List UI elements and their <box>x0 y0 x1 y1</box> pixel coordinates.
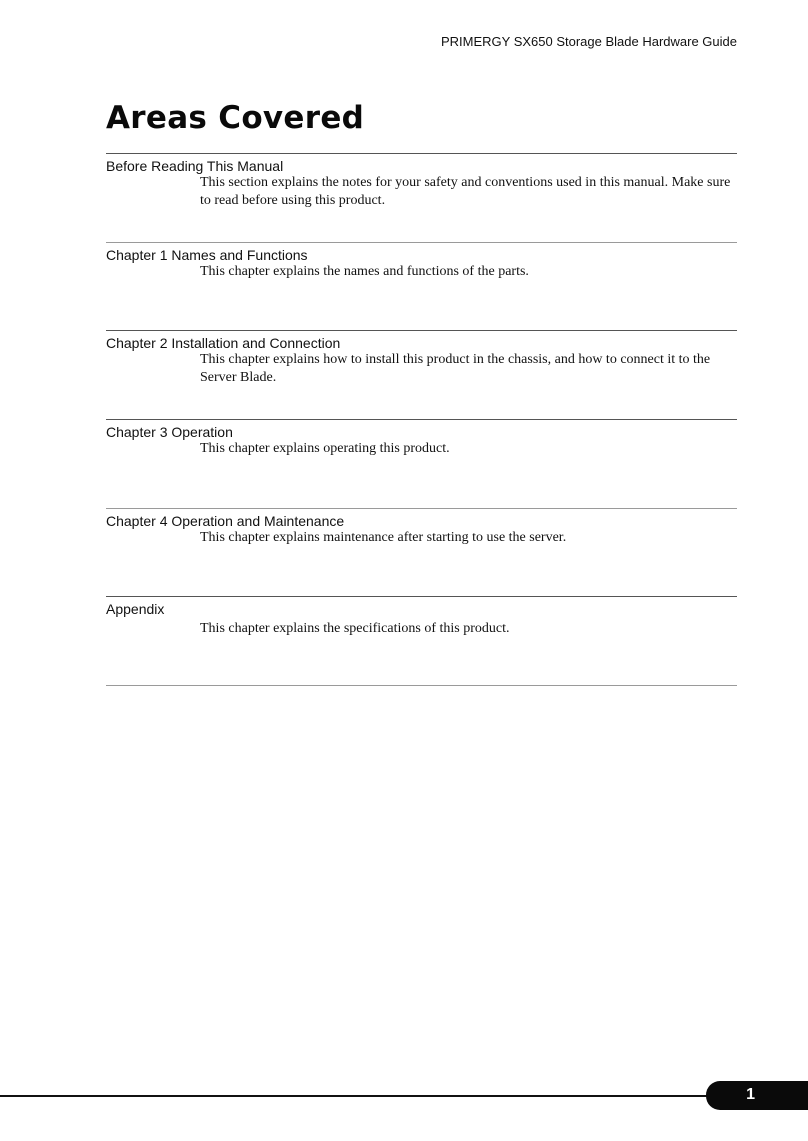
section-chapter-4 <box>106 508 737 547</box>
section-divider <box>106 419 737 420</box>
section-description: This chapter explains the names and functions of the parts. <box>200 264 529 279</box>
section-heading: Chapter 4 Operation and Maintenance <box>106 513 345 529</box>
section-chapter-3 <box>106 419 737 458</box>
section-divider <box>106 596 737 597</box>
section-chapter-1 <box>106 242 737 281</box>
section-divider <box>106 330 737 331</box>
section-divider <box>106 242 737 243</box>
page-number-tab <box>706 1081 808 1110</box>
section-chapter-2 <box>106 330 737 387</box>
section-heading: Chapter 2 Installation and Connection <box>106 335 341 351</box>
section-heading: Before Reading This Manual <box>106 158 284 174</box>
section-heading: Chapter 3 Operation <box>106 424 233 440</box>
section-description: This chapter explains maintenance after starting to use the server. <box>200 530 567 545</box>
section-description: This chapter explains the specifications of this product. <box>200 621 510 636</box>
footer-rule <box>0 1095 720 1097</box>
page-number: 1 <box>746 1086 755 1103</box>
section-appendix <box>106 596 737 638</box>
section-description: This chapter explains how to install this product in the chassis, and how to connect it to the Server Blade. <box>200 352 711 385</box>
running-header: PRIMERGY SX650 Storage Blade Hardware Guide <box>440 34 737 49</box>
closing-divider <box>106 685 737 686</box>
section-before-reading <box>106 153 737 210</box>
page-title: Areas Covered <box>106 100 365 136</box>
section-divider <box>106 153 737 154</box>
section-description: This chapter explains operating this product. <box>200 441 450 456</box>
section-description: This section explains the notes for your safety and conventions used in this manual. Make sure to read before using this product. <box>200 175 731 208</box>
section-heading: Appendix <box>106 601 165 617</box>
section-divider <box>106 508 737 509</box>
section-heading: Chapter 1 Names and Functions <box>106 247 308 263</box>
